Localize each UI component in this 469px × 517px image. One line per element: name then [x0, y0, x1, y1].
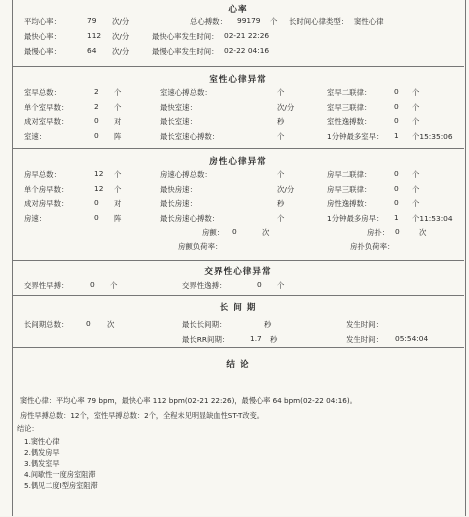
- pause-time-label: 发生时间：: [346, 320, 383, 329]
- vent-col2-row2-unit: 次/分: [277, 102, 295, 112]
- aflutter-value: 0: [395, 227, 400, 236]
- vent-col2-row3-label: 最长室速：: [160, 117, 197, 126]
- conclusion-item: 3.偶发室早: [24, 459, 60, 468]
- atrial-col3-row1-unit: 个: [412, 170, 420, 179]
- atrial-col3-row2-label: 房早三联律：: [327, 184, 372, 194]
- vent-col1-row3-value: 0: [94, 116, 99, 125]
- atrial-col3-row3-unit: 个: [412, 199, 420, 208]
- min-hr-time-value: 02-22 04:16: [224, 46, 270, 55]
- junc-escape-unit: 个: [277, 281, 285, 290]
- atrial-col1-row4-value: 0: [94, 212, 99, 222]
- longest-rr-value: 1.7: [250, 334, 262, 343]
- junc-escape-label: 交界性逸搏：: [182, 281, 227, 290]
- atrial-col1-row1-label: 房早总数：: [24, 170, 61, 179]
- vent-col1-row3-label: 成对室早数：: [24, 117, 69, 126]
- atrial-col2-row3-label: 最长房速：: [160, 199, 197, 208]
- atrial-col1-row2-value: 12: [94, 183, 104, 193]
- af-unit: 次: [262, 228, 270, 237]
- vent-col3-row1-value: 0: [394, 87, 399, 96]
- junctional-section: [12, 260, 464, 296]
- atrial-col3-row4-unit: 个11:53:04: [412, 213, 453, 223]
- atrial-col1-row3-label: 成对房早数：: [24, 199, 69, 208]
- aflutter-burden-label: 房扑负荷率：: [350, 242, 395, 251]
- junc-premature-value: 0: [90, 280, 95, 289]
- conclusion-lead: 结论：: [17, 424, 39, 433]
- atrial-col3-row3-value: 0: [394, 198, 399, 207]
- max-hr-time-label: 最快心率发生时间：: [152, 32, 219, 41]
- conclusion-item: 2.偶发房早: [24, 448, 60, 457]
- atrial-col2-row4-label: 最长房速心搏数：: [160, 213, 220, 223]
- vent-col1-row3-unit: 对: [114, 117, 122, 126]
- atrial-col3-row1-value: 0: [394, 169, 399, 178]
- aflutter-unit: 次: [419, 228, 427, 237]
- vent-col2-row3-unit: 秒: [277, 117, 285, 126]
- junctional-title: 交界性心律异常: [204, 267, 272, 277]
- conclusion-item: 1.窦性心律: [24, 437, 60, 446]
- min-hr-unit: 次/分: [112, 47, 130, 56]
- vent-col1-row2-value: 2: [94, 101, 99, 111]
- vent-col1-row4-label: 室速：: [24, 131, 47, 141]
- vent-col2-row2-label: 最快室速：: [160, 102, 197, 112]
- ventricular-title: 室性心律异常: [209, 75, 267, 85]
- vent-col3-row1-label: 室早二联律：: [327, 88, 372, 97]
- vent-col3-row2-value: 0: [394, 101, 399, 111]
- atrial-col1-row3-value: 0: [94, 198, 99, 207]
- vent-col2-row4-label: 最长室速心搏数：: [160, 131, 220, 141]
- rhythm-type-value: 窦性心律: [354, 17, 384, 26]
- vent-col3-row3-label: 室性逸搏数：: [327, 117, 372, 126]
- vent-col2-row1-unit: 个: [277, 88, 285, 97]
- atrial-col1-row1-unit: 个: [114, 170, 122, 179]
- vent-col3-row4-label: 1分钟最多室早：: [327, 131, 384, 141]
- rr-time-label: 发生时间：: [346, 335, 383, 344]
- vent-col2-row4-unit: 个: [277, 131, 285, 141]
- junc-premature-unit: 个: [110, 281, 118, 290]
- conclusion-item: 4.间歇性一度房室阻滞: [24, 470, 96, 479]
- atrial-col3-row2-value: 0: [394, 183, 399, 193]
- total-beats-label: 总心搏数：: [190, 17, 227, 26]
- vent-col1-row2-label: 单个室早数：: [24, 102, 69, 112]
- atrial-col3-row4-label: 1分钟最多房早：: [327, 213, 384, 223]
- heart-rate-title: 心率: [228, 5, 248, 15]
- total-beats-value: 99179: [237, 16, 261, 25]
- vent-col3-row4-unit: 个15:35:06: [412, 131, 453, 141]
- atrial-col3-row2-unit: 个: [412, 184, 420, 194]
- avg-hr-value: 79: [87, 16, 97, 25]
- aflutter-label: 房扑：: [367, 228, 390, 237]
- junc-escape-value: 0: [257, 280, 262, 289]
- pause-total-label: 长间期总数：: [24, 320, 69, 329]
- max-hr-unit: 次/分: [112, 32, 130, 41]
- vent-col1-row2-unit: 个: [114, 102, 122, 112]
- total-beats-unit: 个: [270, 17, 278, 26]
- atrial-col3-row4-value: 1: [394, 212, 399, 222]
- pause-total-value: 0: [86, 319, 91, 328]
- max-hr-label: 最快心率：: [24, 32, 61, 41]
- vent-col3-row2-unit: 个: [412, 102, 420, 112]
- atrial-col1-row2-label: 单个房早数：: [24, 184, 69, 194]
- rhythm-type-label: 长时间心律类型：: [289, 17, 349, 26]
- vent-col3-row1-unit: 个: [412, 88, 420, 97]
- atrial-col2-row2-label: 最快房速：: [160, 184, 197, 194]
- vent-col3-row2-label: 室早三联律：: [327, 102, 372, 112]
- avg-hr-label: 平均心率：: [24, 17, 61, 26]
- vent-col2-row1-label: 室速心搏总数：: [160, 88, 212, 97]
- conclusion-summary-1: 窦性心律：平均心率 79 bpm，最快心率 112 bpm(02-21 22:26)，最慢心率 64 bpm(02-22 04:16)。: [20, 396, 357, 405]
- atrial-col2-row2-unit: 次/分: [277, 184, 295, 194]
- min-hr-value: 64: [87, 46, 97, 55]
- ventricular-section: [12, 66, 464, 149]
- af-burden-label: 房颤负荷率：: [178, 242, 223, 251]
- conclusion-summary-2: 房性早搏总数：12个，室性早搏总数：2个，全程未见明显缺血性ST-T改变。: [20, 411, 264, 420]
- atrial-col2-row4-unit: 个: [277, 213, 285, 223]
- rr-time-value: 05:54:04: [395, 334, 429, 343]
- atrial-col1-row3-unit: 对: [114, 199, 122, 208]
- vent-col1-row1-unit: 个: [114, 88, 122, 97]
- longest-pause-label: 最长长间期：: [182, 320, 227, 329]
- atrial-col3-row1-label: 房早二联律：: [327, 170, 372, 179]
- conclusion-section: [12, 347, 464, 517]
- atrial-col2-row3-unit: 秒: [277, 199, 285, 208]
- long-pause-section: [12, 295, 464, 348]
- max-hr-value: 112: [87, 31, 102, 40]
- long-pause-title: 长 间 期: [219, 303, 257, 313]
- max-hr-time-value: 02-21 22:26: [224, 31, 270, 40]
- conclusion-item: 5.偶见二度I型房室阻滞: [24, 481, 98, 490]
- atrial-section: [12, 148, 464, 261]
- atrial-col1-row2-unit: 个: [114, 184, 122, 194]
- heart-rate-section: [12, 0, 464, 66]
- af-label: 房颤：: [202, 228, 225, 237]
- longest-pause-unit: 秒: [264, 320, 272, 329]
- pause-total-unit: 次: [107, 320, 115, 329]
- atrial-col2-row1-unit: 个: [277, 170, 285, 179]
- junc-premature-label: 交界性早搏：: [24, 281, 69, 290]
- conclusion-title: 结 论: [226, 360, 250, 370]
- vent-col1-row1-label: 室早总数：: [24, 88, 61, 97]
- longest-rr-label: 最长RR间期：: [182, 335, 230, 344]
- longest-rr-unit: 秒: [270, 335, 278, 344]
- atrial-col3-row3-label: 房性逸搏数：: [327, 199, 372, 208]
- min-hr-time-label: 最慢心率发生时间：: [152, 47, 219, 56]
- atrial-col1-row4-unit: 阵: [114, 213, 122, 223]
- vent-col1-row1-value: 2: [94, 87, 99, 96]
- atrial-title: 房性心律异常: [209, 157, 267, 167]
- vent-col3-row4-value: 1: [394, 130, 399, 140]
- vent-col1-row4-value: 0: [94, 130, 99, 140]
- af-value: 0: [232, 227, 237, 236]
- min-hr-label: 最慢心率：: [24, 47, 61, 56]
- atrial-col1-row1-value: 12: [94, 169, 104, 178]
- vent-col1-row4-unit: 阵: [114, 131, 122, 141]
- avg-hr-unit: 次/分: [112, 17, 130, 26]
- vent-col3-row3-unit: 个: [412, 117, 420, 126]
- vent-col3-row3-value: 0: [394, 116, 399, 125]
- atrial-col1-row4-label: 房速：: [24, 213, 47, 223]
- atrial-col2-row1-label: 房速心搏总数：: [160, 170, 212, 179]
